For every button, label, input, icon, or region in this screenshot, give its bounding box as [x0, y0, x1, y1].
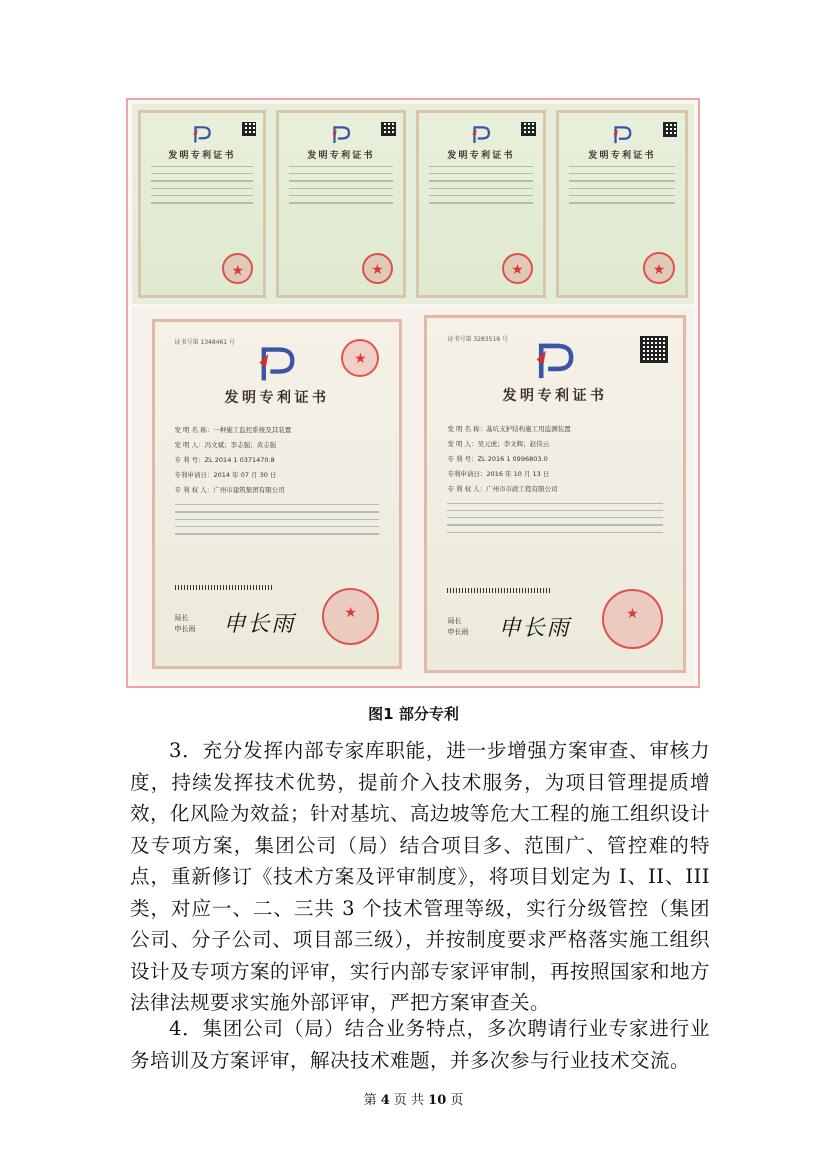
- certificate-field: 专利申请日：2014 年 07 月 30 日: [174, 471, 277, 480]
- certificate-field: 专 利 号：ZL 2014 1 0371470.8: [174, 456, 275, 465]
- official-seal-icon: [322, 588, 380, 646]
- certificate-fields: [447, 424, 662, 539]
- patent-office-logo-icon: [532, 339, 578, 389]
- certificate-field: 专 利 号：ZL 2016 1 0996803.0: [447, 454, 548, 463]
- qr-code-icon: [381, 122, 395, 136]
- certificate-title: 发明专利证书: [168, 150, 236, 161]
- paragraph-4: 4．集团公司（局）结合业务特点，多次聘请行业专家进行业务培训及方案评审，解决技术难题，并多次参与行业技术交流。: [130, 1017, 710, 1072]
- figure-top-row: [132, 104, 694, 304]
- certificate-text-lines: [289, 166, 393, 210]
- certificate-field: 发 明 名 称：一种施工监控系统及其装置: [174, 426, 292, 435]
- qr-code-icon: [242, 122, 256, 136]
- footer-prefix: 第: [363, 1093, 381, 1108]
- paragraph-3: 3．充分发挥内部专家库职能，进一步增强方案审查、审核力度，持续发挥技术优势，提前介入技术服务，为项目管理提质增效，化风险为效益；针对基坑、高边坡等危大工程的施工组织设计及专项方案，集团公司（局）结合项目多、范围广、管控难的特点，重新修订《技术方案及评审制度》，将项目划定为 I、II、III 类，对应一、二、三共 3 个技术管理等级，实行分级管控（集团公司、分子公司、项目部三级），并按制度要求严格落实施工组织设计及专项方案的评审，实行内部专家评审制，再按照国家和地方法律法规要求实施外部评审，严把方案审查关。: [130, 739, 711, 1014]
- certificate-title: 发明专利证书: [588, 150, 656, 161]
- footer-middle: 页 共: [389, 1093, 429, 1108]
- certificate-field: 发 明 名 称：基坑支护结构施工用监测装置: [447, 424, 571, 433]
- certificate-title: 发明专利证书: [447, 150, 515, 161]
- certificate-small-4: [556, 110, 688, 298]
- certificate-text-lines: [569, 166, 675, 210]
- certificate-title: 发明专利证书: [307, 150, 375, 161]
- official-seal-icon: [602, 589, 662, 649]
- patent-office-logo-icon: [330, 124, 352, 150]
- seal-icon: [222, 253, 253, 284]
- certificate-large-1: [152, 319, 402, 669]
- certificate-field: 专 利 权 人：广州市建筑集团有限公司: [174, 486, 285, 495]
- figure-caption: 图1 部分专利: [368, 705, 459, 723]
- certificate-number: 证书号第 1348461 号: [174, 339, 236, 347]
- patent-office-logo-icon: [611, 124, 634, 151]
- certificate-small-2: [276, 110, 406, 298]
- certificate-title: 发明专利证书: [224, 390, 330, 407]
- figure-bottom-row: [132, 307, 694, 682]
- signature: 申长雨: [223, 612, 296, 638]
- signer-label: 局长 申长雨: [174, 614, 196, 634]
- total-page-number: 10: [428, 1093, 447, 1108]
- qr-code-icon: [521, 122, 535, 136]
- certificate-text-lines: [429, 166, 533, 210]
- footer-suffix: 页: [446, 1093, 464, 1108]
- certificate-field: 发 明 人：冯文斌；李志强；黄志强: [174, 441, 277, 450]
- certificate-text-lines: [151, 166, 254, 210]
- seal-icon: [643, 252, 675, 284]
- seal-icon: [362, 253, 393, 284]
- signature: 申长雨: [498, 615, 571, 641]
- certificate-small-1: [138, 110, 266, 298]
- patent-office-logo-icon: [191, 124, 213, 150]
- page-footer: [0, 1089, 827, 1108]
- certificate-field: 专利申请日：2016 年 10 月 13 日: [447, 469, 550, 478]
- qr-code-icon: [663, 122, 678, 137]
- current-page-number: 4: [380, 1093, 390, 1108]
- certificate-fields: [175, 425, 380, 540]
- seal-icon: [502, 253, 533, 284]
- qr-code-icon: [640, 336, 668, 364]
- barcode-icon: [447, 588, 549, 593]
- seal-icon: [341, 339, 379, 377]
- certificate-number: 证书号第 3283518 号: [447, 335, 509, 343]
- certificate-field: 发 明 人：吴元虎；李文辉；赵伟云: [447, 439, 550, 448]
- patent-office-logo-icon: [470, 124, 492, 150]
- patent-office-logo-icon: [255, 343, 299, 391]
- certificate-title: 发明专利证书: [502, 387, 608, 404]
- certificate-field: 专 利 权 人：广州市市政工程有限公司: [447, 484, 558, 493]
- barcode-icon: [175, 585, 273, 590]
- signer-label: 局长 申长雨: [447, 617, 469, 637]
- certificate-large-2: [424, 315, 686, 673]
- patent-figure: [126, 98, 700, 688]
- certificate-small-3: [416, 110, 546, 298]
